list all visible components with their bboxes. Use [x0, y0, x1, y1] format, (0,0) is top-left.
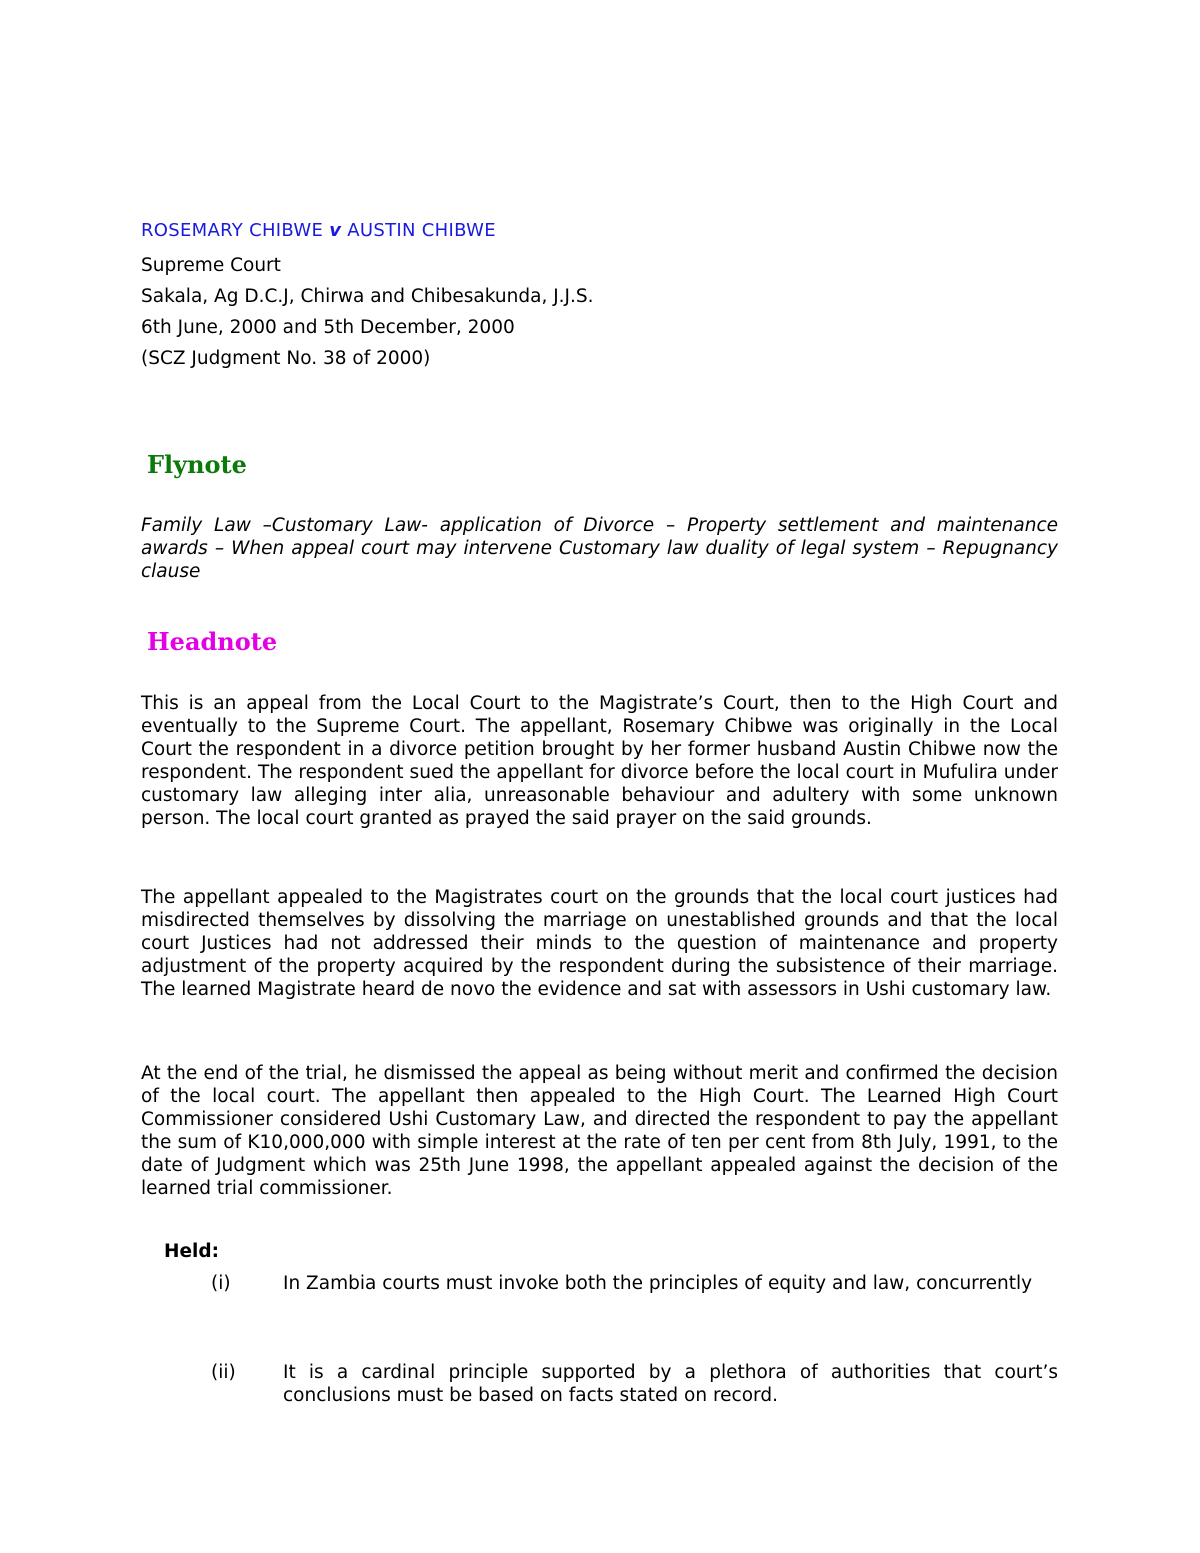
- judges: Sakala, Ag D.C.J, Chirwa and Chibesakunda, J.J.S.: [141, 286, 594, 307]
- citation: (SCZ Judgment No. 38 of 2000): [141, 348, 431, 369]
- held-item: [141, 1272, 1058, 1322]
- hearing-dates: 6th June, 2000 and 5th December, 2000: [141, 317, 515, 338]
- flynote-heading: Flynote: [147, 450, 247, 479]
- court-name: Supreme Court: [141, 255, 281, 276]
- party-a: ROSEMARY CHIBWE: [141, 220, 324, 241]
- flynote-text: Family Law –Customary Law- application of Divorce – Property settlement and maintenance awards – When appeal court may intervene Customary law duality of legal system – Repugnancy clause: [141, 515, 1058, 582]
- headnote-paragraph: At the end of the trial, he dismissed the appeal as being without merit and confirmed the decision of the local court. The appellant then appealed to the High Court. The Learned High Court Commissioner considered Ushi Customary Law, and directed the respondent to pay the appellant the sum of K10,000,000 with simple interest at the rate of ten per cent from 8th July, 1991, to the date of Judgment which was 25th June 1998, the appellant appealed against the decision of the learned trial commissioner.: [141, 1063, 1058, 1199]
- headnote-paragraph: The appellant appealed to the Magistrates court on the grounds that the local court justices had misdirected themselves by dissolving the marriage on unestablished grounds and that the local court Justices had not addressed their minds to the question of maintenance and property adjustment of the property acquired by the respondent during the subsistence of their marriage. The learned Magistrate heard de novo the evidence and sat with assessors in Ushi customary law.: [141, 887, 1058, 1000]
- case-meta: [141, 254, 1058, 378]
- headnote-heading: Headnote: [147, 627, 278, 656]
- held-item-number: (i): [211, 1273, 231, 1294]
- held-item: [141, 1361, 1058, 1411]
- headnote-paragraph: This is an appeal from the Local Court to the Magistrate’s Court, then to the High Court and eventually to the Supreme Court. The appellant, Rosemary Chibwe was originally in the Local Court the respondent in a divorce petition brought by her former husband Austin Chibwe now the respondent. The respondent sued the appellant for divorce before the local court in Mufulira under customary law alleging inter alia, unreasonable behaviour and adultery with some unknown person. The local court granted as prayed the said prayer on the said grounds.: [141, 693, 1058, 829]
- held-item-text: In Zambia courts must invoke both the principles of equity and law, concurrently: [283, 1273, 1033, 1294]
- held-item-number: (ii): [211, 1362, 236, 1383]
- party-b: AUSTIN CHIBWE: [347, 220, 496, 241]
- versus-mark: v: [329, 220, 342, 241]
- case-title: [141, 220, 1058, 241]
- held-item-text: It is a cardinal principle supported by a plethora of authorities that court’s conclusions must be based on facts stated on record.: [283, 1362, 1058, 1406]
- held-label: Held:: [164, 1241, 220, 1262]
